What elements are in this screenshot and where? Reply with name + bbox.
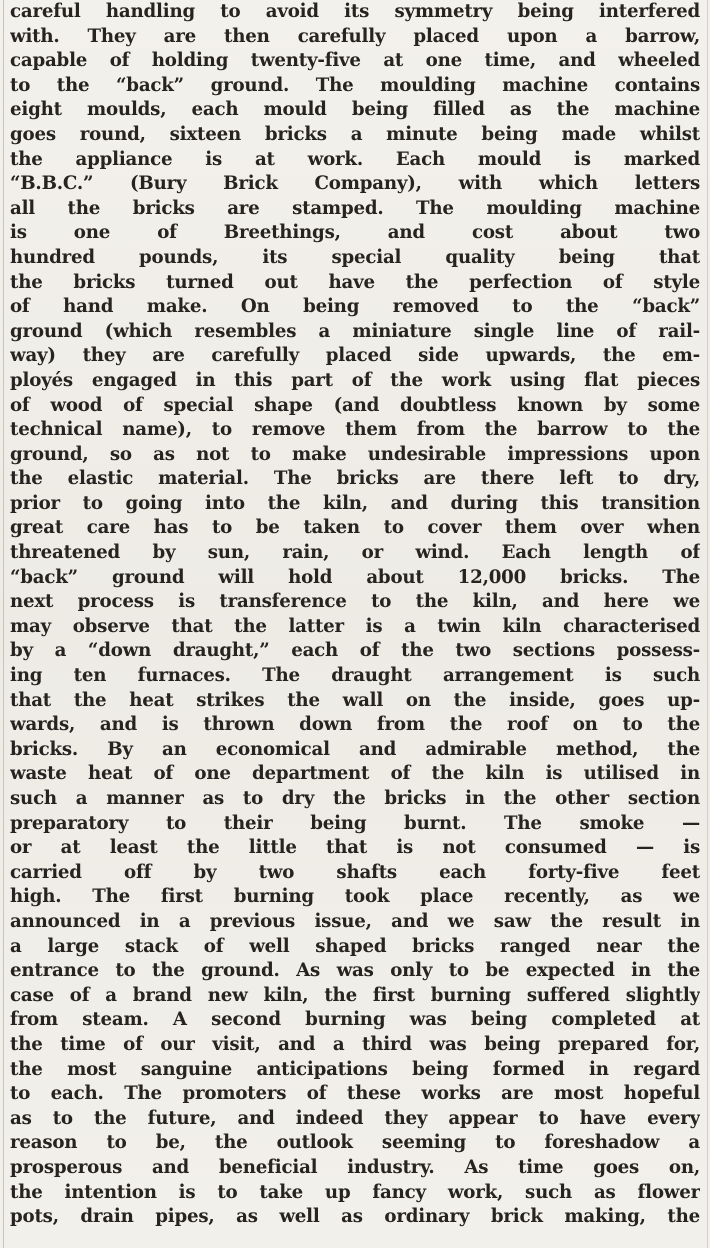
article-line: reason to be, the outlook seeming to foreshadow a xyxy=(10,1132,700,1154)
article-line: is one of Breethings, and cost about two xyxy=(10,222,700,244)
article-line: ground (which resembles a miniature single line of rail- xyxy=(10,320,700,342)
article-line: a large stack of well shaped bricks ranged near the xyxy=(10,935,700,957)
article-line: eight moulds, each mould being filled as the machine xyxy=(10,99,700,121)
article-line: as to the future, and indeed they appear to have every xyxy=(10,1107,700,1129)
article-line: preparatory to their being burnt. The smoke — xyxy=(10,812,700,834)
article-line: announced in a previous issue, and we saw the result in xyxy=(10,910,700,932)
article-line: such a manner as to dry the bricks in the other section xyxy=(10,788,700,809)
article-line: from steam. A second burning was being completed at xyxy=(10,1009,700,1031)
article-line: by a “down draught,” each of the two sections possess- xyxy=(10,640,700,662)
article-line: hundred pounds, its special quality being that xyxy=(10,246,700,268)
article-line: “back” ground will hold about 12,000 bricks. The xyxy=(10,566,700,588)
article-line: prior to going into the kiln, and during this transition xyxy=(10,492,700,514)
article-line: entrance to the ground. As was only to be expected in the xyxy=(10,960,700,982)
article-line: carried off by two shafts each forty-five feet xyxy=(10,861,700,883)
article-line: wards, and is thrown down from the roof on to the xyxy=(10,714,700,736)
article-line: the elastic material. The bricks are there left to dry, xyxy=(10,468,700,490)
article-line: the bricks turned out have the perfection of style xyxy=(10,271,700,293)
article-line: all the bricks are stamped. The moulding machine xyxy=(10,197,700,219)
column-rule-right xyxy=(707,0,708,1248)
article-line: pots, drain pipes, as well as ordinary brick making, the xyxy=(10,1206,700,1228)
article-line: or at least the little that is not consumed — is xyxy=(10,837,700,859)
article-line: ground, so as not to make undesirable impressions upon xyxy=(10,443,700,465)
article-line: to each. The promoters of these works are most hopeful xyxy=(10,1083,700,1105)
article-line: the time of our visit, and a third was being prepared for, xyxy=(10,1033,700,1055)
article-column xyxy=(10,0,700,1230)
article-line: may observe that the latter is a twin kiln characterised xyxy=(10,615,700,637)
article-line: ployés engaged in this part of the work using flat pieces xyxy=(10,369,700,391)
article-line: great care has to be taken to cover them over when xyxy=(10,517,700,539)
article-line: careful handling to avoid its symmetry being interfered xyxy=(10,1,700,22)
article-line: way) they are carefully placed side upwards, the em- xyxy=(10,345,700,367)
article-line: high. The first burning took place recently, as we xyxy=(10,886,700,908)
article-line: of hand make. On being removed to the “back” xyxy=(10,296,700,318)
article-line: prosperous and beneficial industry. As time goes on, xyxy=(10,1156,700,1178)
article-line: bricks. By an economical and admirable method, the xyxy=(10,738,700,760)
article-line: ing ten furnaces. The draught arrangement is such xyxy=(10,665,700,687)
article-line: technical name), to remove them from the barrow to the xyxy=(10,419,700,441)
article-line: case of a brand new kiln, the first burning suffered slightly xyxy=(10,984,700,1006)
article-line: the intention is to take up fancy work, such as flower xyxy=(10,1181,700,1203)
article-line: capable of holding twenty-five at one time, and wheeled xyxy=(10,50,700,72)
article-line: the appliance is at work. Each mould is marked xyxy=(10,148,700,170)
article-line: waste heat of one department of the kiln is utilised in xyxy=(10,763,700,785)
article-line: the most sanguine anticipations being formed in regard xyxy=(10,1058,700,1080)
article-line: goes round, sixteen bricks a minute being made whilst xyxy=(10,123,700,145)
article-line: “B.B.C.” (Bury Brick Company), with which letters xyxy=(10,173,700,195)
article-line: next process is transference to the kiln, and here we xyxy=(10,591,700,613)
article-line: of wood of special shape (and doubtless known by some xyxy=(10,394,700,416)
article-line: that the heat strikes the wall on the inside, goes up- xyxy=(10,689,700,711)
article-line: to the “back” ground. The moulding machine contains xyxy=(10,74,700,96)
column-rule-left xyxy=(3,0,4,1248)
article-line: with. They are then carefully placed upon a barrow, xyxy=(10,25,700,47)
article-line: threatened by sun, rain, or wind. Each length of xyxy=(10,542,700,564)
